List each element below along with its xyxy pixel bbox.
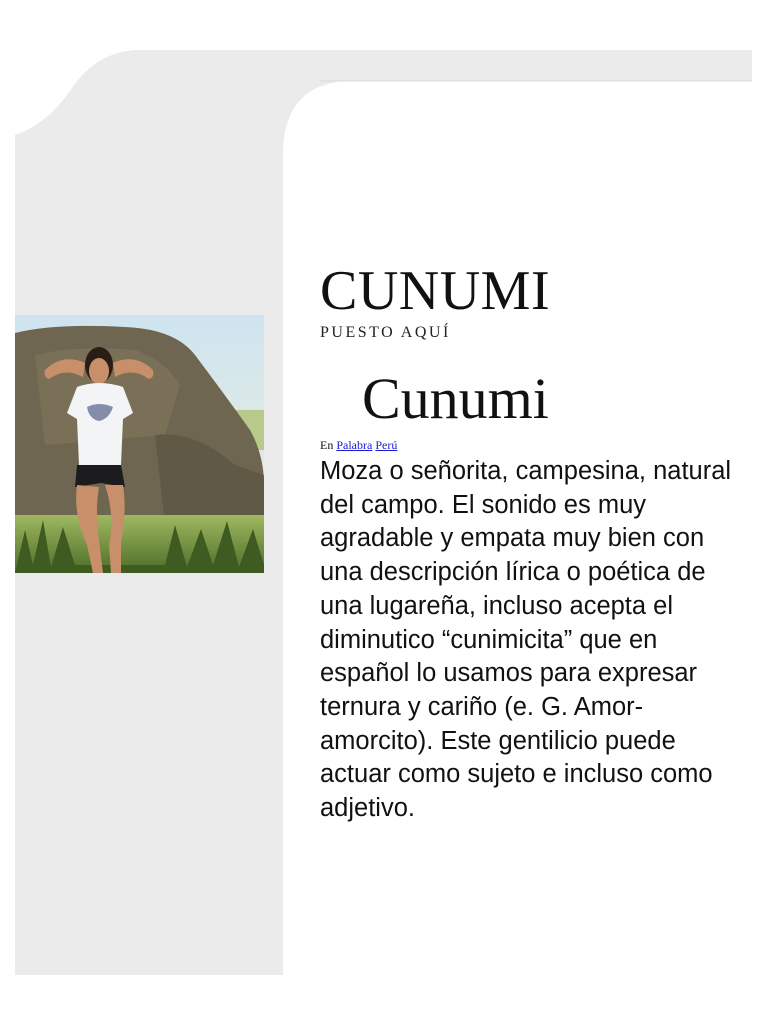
category-link-peru[interactable]: Perú bbox=[375, 438, 398, 452]
site-title[interactable]: CUNUMI bbox=[320, 260, 551, 322]
post-photo bbox=[15, 315, 264, 573]
post-body: Moza o señorita, campesina, natural del campo. El sonido es muy agradable y empata muy bien con una descripción lírica o poética de una lugareña, incluso acepta el diminutico “cunimicita” que en español lo usamos para expresar ternura y cariño (e. G. Amor-amorcito). Este gentilicio puede actuar como sujeto e incluso como adjetivo. bbox=[320, 457, 732, 823]
category-link-palabra[interactable]: Palabra bbox=[336, 438, 373, 452]
site-tagline: PUESTO AQUÍ bbox=[320, 324, 451, 341]
post-content bbox=[320, 260, 750, 826]
post-title: Cunumi bbox=[362, 366, 549, 431]
post-meta bbox=[320, 438, 750, 453]
meta-prefix: En bbox=[320, 438, 334, 452]
